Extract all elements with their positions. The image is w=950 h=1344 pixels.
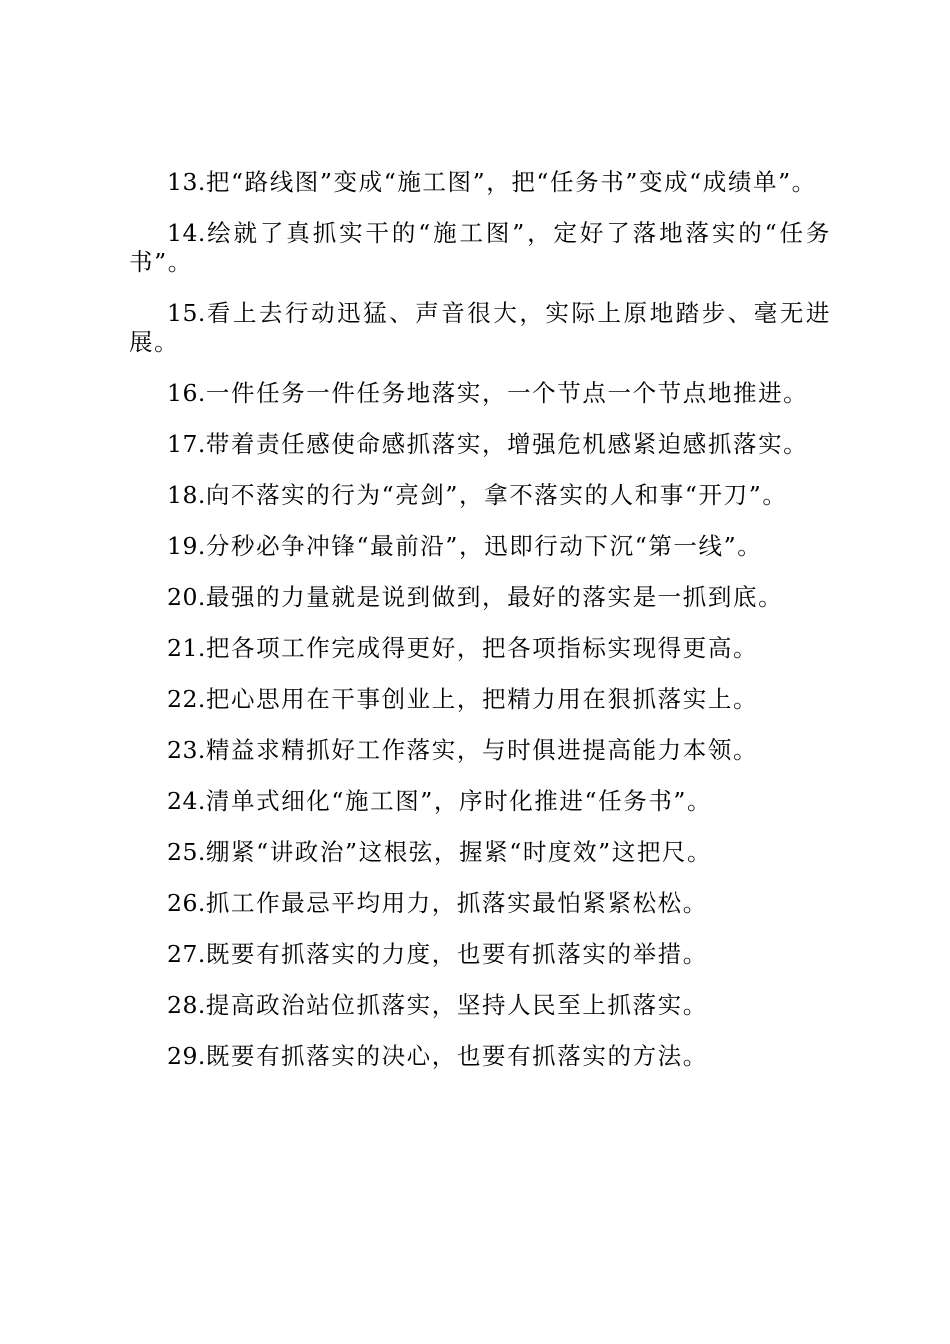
item-number: 14. <box>167 219 206 247</box>
item-text: 把“路线图”变成“施工图”，把“任务书”变成“成绩单”。 <box>205 168 817 196</box>
list-item <box>129 168 831 197</box>
list-item <box>129 889 831 918</box>
item-number: 29. <box>167 1042 206 1070</box>
item-number: 18. <box>167 481 206 509</box>
list-item <box>129 219 831 277</box>
item-text: 向不落实的行为“亮剑”，拿不落实的人和事“开刀”。 <box>205 481 788 509</box>
item-number: 20. <box>167 583 206 611</box>
item-text: 清单式细化“施工图”，序时化推进“任务书”。 <box>205 787 713 815</box>
item-number: 22. <box>167 685 206 713</box>
list-item <box>129 991 831 1020</box>
list-item <box>129 379 831 408</box>
item-text: 提高政治站位抓落实，坚持人民至上抓落实。 <box>205 991 708 1019</box>
list-item <box>129 430 831 459</box>
item-text: 把心思用在干事创业上，把精力用在狠抓落实上。 <box>205 685 759 713</box>
list-item <box>129 634 831 663</box>
item-number: 21. <box>167 634 206 662</box>
item-text: 最强的力量就是说到做到，最好的落实是一抓到底。 <box>205 583 784 611</box>
item-number: 15. <box>167 299 206 327</box>
item-text: 绘就了真抓实干的“施工图”，定好了落地落实的“任务书”。 <box>129 219 831 276</box>
item-text: 既要有抓落实的力度，也要有抓落实的举措。 <box>205 940 708 968</box>
list-item <box>129 838 831 867</box>
document-body <box>129 168 831 1093</box>
list-item <box>129 736 831 765</box>
item-number: 24. <box>167 787 206 815</box>
item-number: 28. <box>167 991 206 1019</box>
item-text: 看上去行动迅猛、声音很大，实际上原地踏步、毫无进展。 <box>129 299 831 356</box>
list-item <box>129 787 831 816</box>
item-number: 17. <box>167 430 206 458</box>
list-item <box>129 940 831 969</box>
item-text: 一件任务一件任务地落实，一个节点一个节点地推进。 <box>205 379 809 407</box>
list-item <box>129 1042 831 1071</box>
item-number: 23. <box>167 736 206 764</box>
item-text: 精益求精抓好工作落实，与时俱进提高能力本领。 <box>205 736 759 764</box>
list-item <box>129 583 831 612</box>
item-number: 13. <box>167 168 206 196</box>
item-text: 抓工作最忌平均用力，抓落实最怕紧紧松松。 <box>205 889 708 917</box>
item-text: 带着责任感使命感抓落实，增强危机感紧迫感抓落实。 <box>205 430 809 458</box>
item-text: 分秒必争冲锋“最前沿”，迅即行动下沉“第一线”。 <box>205 532 763 560</box>
item-number: 27. <box>167 940 206 968</box>
item-text: 把各项工作完成得更好，把各项指标实现得更高。 <box>205 634 759 662</box>
item-text: 绷紧“讲政治”这根弦，握紧“时度效”这把尺。 <box>205 838 713 866</box>
list-item <box>129 481 831 510</box>
list-item <box>129 685 831 714</box>
item-number: 19. <box>167 532 206 560</box>
item-number: 16. <box>167 379 206 407</box>
list-item <box>129 299 831 357</box>
item-number: 26. <box>167 889 206 917</box>
item-number: 25. <box>167 838 206 866</box>
item-text: 既要有抓落实的决心，也要有抓落实的方法。 <box>205 1042 708 1070</box>
list-item <box>129 532 831 561</box>
